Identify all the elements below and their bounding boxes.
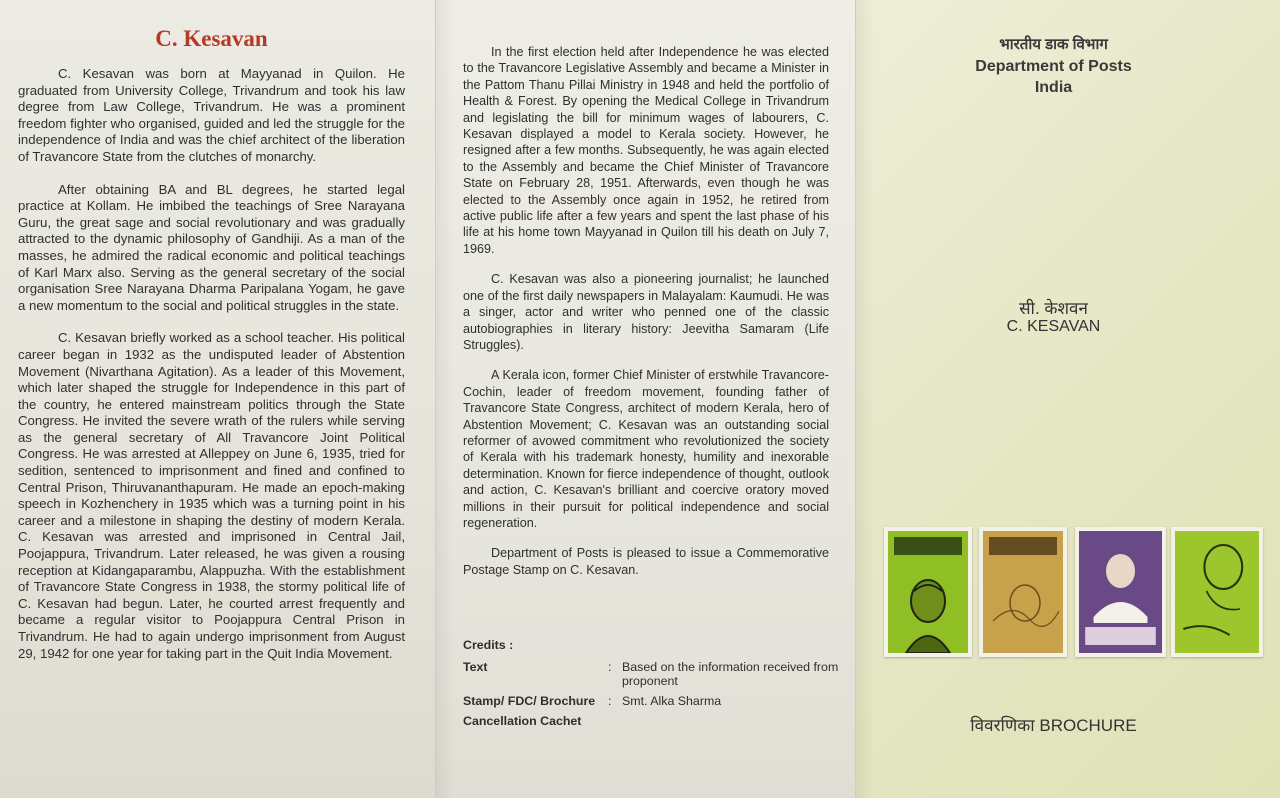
credits-value: Based on the information received from proponent xyxy=(622,660,839,688)
credits-value xyxy=(622,714,843,728)
credits-heading: Credits : xyxy=(463,638,514,652)
subject-name-hindi: सी. केशवन xyxy=(1019,299,1088,318)
fold-shadow xyxy=(856,0,874,798)
credits-row xyxy=(463,714,843,728)
middle-panel xyxy=(435,0,855,798)
brochure-label: विवरणिका BROCHURE xyxy=(970,716,1137,735)
department-english xyxy=(856,56,1251,98)
bio-paragraph-3: C. Kesavan briefly worked as a school teacher. His political career began in 1932 as the undisputed leader of Abstention Movement (Nivarthana Agitation). As a leader of this Movement, which later shaped the struggle for Independence in this part of the country, he entered mainstream politics through the State Congress. He invited the severe wrath of the rulers while serving as the general secretary of All Travancore Joint Political Congress. He was arrested at Alleppey on June 6, 1935, tried for sedition, sentenced to imprisonment and fined and confined to Central Prison, Thiruvananthapuram. He made an epoch-making speech in Kozhenchery in 1935 which was a turning point in his career and a milestone in shaping the destiny of modern Kerala. C. Kesavan was arrested and imprisoned in Central Jail, Poojappura, Trivandrum. Later released, he was given a rousing reception at Kidangaparambu, Alappuzha. With the establishment of Travancore State Congress in 1938, the stormy political life of C. Kesavan had begun. Later, he courted arrest frequently and became a regular visitor to Poojappura Central Prison in Trivandrum. He had to again undergo imprisonment from August 29, 1942 for one year for taking part in the Quit India Movement. xyxy=(18,330,405,661)
stamp-image-3 xyxy=(1075,527,1166,657)
credits-row xyxy=(463,694,843,708)
credits-separator: : xyxy=(608,660,612,674)
bio-paragraph-2: After obtaining BA and BL degrees, he started legal practice at Kollam. He imbibed the teachings of Sree Narayana Guru, the great sage and social revolutionary and was gradually attracted to the dynamic philosophy of Gandhiji. As a man of the masses, he admired the radical economic and political teachings of Karl Marx also. Serving as the general secretary of the social organisation Sree Narayana Dharma Paripalana Yogam, he gave a new momentum to the social and political struggles in the state. xyxy=(18,181,405,313)
credits-label: Cancellation Cachet xyxy=(463,714,582,728)
book-cover-icon xyxy=(983,531,1063,653)
sketch-portrait-icon xyxy=(1175,531,1259,653)
photo-portrait-icon xyxy=(1079,531,1162,653)
cover-panel xyxy=(855,0,1280,798)
left-panel xyxy=(0,0,435,798)
bio-paragraph-1: C. Kesavan was born at Mayyanad in Quilon. He graduated from University College, Trivandrum and took his law degree from Law College, Trivandrum. He was a prominent freedom fighter who organised, guided and led the struggle for the independence of India and was the chief architect of the liberation of Travancore State from the clutches of monarchy. xyxy=(18,66,405,164)
subject-name-english: C. KESAVAN xyxy=(1006,318,1101,335)
credits-label: Text xyxy=(463,660,488,674)
issue-statement: Department of Posts is pleased to issue a Commemorative Postage Stamp on C. Kesavan. xyxy=(463,546,829,577)
department-hindi: भारतीय डाक विभाग xyxy=(999,36,1108,53)
bio-paragraph-5: C. Kesavan was also a pioneering journalist; he launched one of the first daily newspapers in Malayalam: Kaumudi. He was a singer, actor and writer who penned one of the classic autobiographies in literary history: Jeevitha Samaram (Life Struggles). xyxy=(463,272,829,352)
stamp-image-2 xyxy=(979,527,1067,657)
credits-row xyxy=(463,660,843,688)
credits-section xyxy=(463,638,843,734)
portrait-icon xyxy=(888,531,968,653)
fold-shadow xyxy=(436,0,454,798)
department-line-2: India xyxy=(1034,79,1073,96)
stamp-image-4 xyxy=(1171,527,1263,657)
stamp-image-1 xyxy=(884,527,972,657)
credits-value: Smt. Alka Sharma xyxy=(622,694,722,708)
department-line-1: Department of Posts xyxy=(975,58,1132,75)
credits-separator xyxy=(608,714,622,728)
bio-paragraph-6: A Kerala icon, former Chief Minister of erstwhile Travancore-Cochin, leader of freedom movement, founding father of Travancore State Congress, architect of modern Kerala, hero of Abstention Movement; C. Kesavan was an outstanding social reformer of avowed commitment who revolutionized the society of Kerala with his trademark honesty, humility and inexorable determination. Known for fierce independence of thought, outlook and action, C. Kesavan's brilliant and coercive oratory moved millions in their pursuit for political independence and social regeneration. xyxy=(463,368,829,530)
page-title: C. Kesavan xyxy=(155,26,268,51)
credits-separator: : xyxy=(608,694,612,708)
bio-paragraph-4: In the first election held after Independence he was elected to the Travancore Legislative Assembly and became a Minister in the Pattom Thanu Pillai Ministry in 1948 and held the portfolio of Health & Forest. By opening the Medical College in Trivandrum and legislating the bill for minimum wages of labourers, C. Kesavan displayed a model to Kerala society. However, he resigned after a few months. Subsequently, he was again elected to the Assembly and became the Chief Minister of Travancore State on February 28, 1951. Afterwards, even though he was elected to the Assembly once again in 1952, he retired from active public life after a few years and spent the last phase of his life at his home town Mayyanad in Quilon till his death on July 7, 1969. xyxy=(463,45,829,256)
credits-label: Stamp/ FDC/ Brochure xyxy=(463,694,596,708)
